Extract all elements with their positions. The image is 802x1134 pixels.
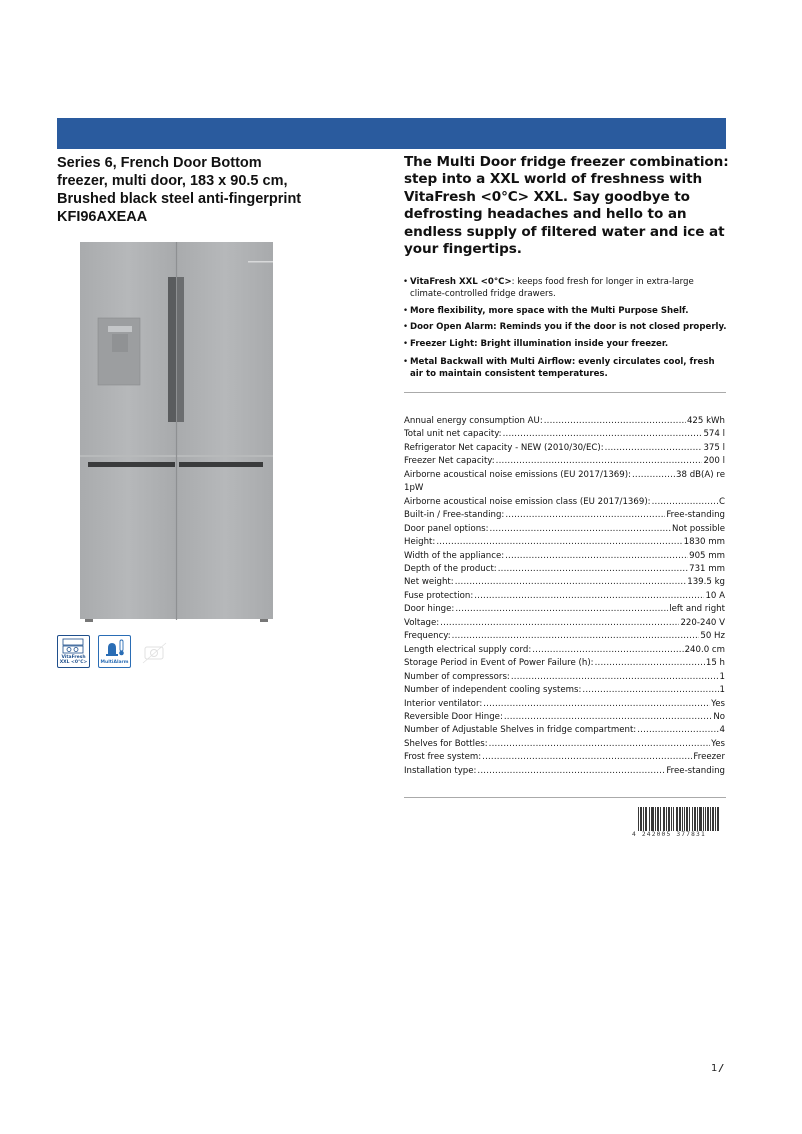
- page-separator: /: [719, 1063, 724, 1074]
- spec-value: left and right: [669, 604, 725, 615]
- spec-row: [404, 590, 725, 603]
- spec-value: 139.5 kg: [687, 577, 725, 588]
- feature-item: [404, 338, 729, 350]
- spec-value: 38 dB(A) re: [676, 469, 725, 480]
- feature-item: [404, 305, 729, 317]
- spec-row: [404, 576, 725, 589]
- feature-icons: [57, 635, 169, 668]
- spec-leader-dots: [440, 617, 679, 630]
- multialarm-icon: [98, 635, 131, 668]
- spec-label: Total unit net capacity:: [404, 429, 502, 440]
- spec-label: Reversible Door Hinge:: [404, 711, 503, 722]
- spec-label: Depth of the product:: [404, 563, 497, 574]
- spec-leader-dots: [483, 698, 710, 711]
- spec-value: 10 A: [705, 590, 725, 601]
- spec-row: [404, 536, 725, 549]
- spec-leader-dots: [637, 724, 718, 737]
- spec-value: 1: [719, 671, 725, 682]
- barcode-image: [638, 807, 720, 831]
- no-image-icon: [139, 637, 169, 667]
- spec-row: [404, 684, 725, 697]
- spec-leader-dots: [582, 684, 718, 697]
- spec-value: 200 l: [703, 456, 725, 467]
- spec-value: 4: [719, 725, 725, 736]
- feature-item: [404, 276, 729, 300]
- spec-leader-dots: [504, 711, 712, 724]
- feature-bold: VitaFresh XXL <0°C>: [410, 277, 512, 287]
- spec-leader-dots: [436, 536, 682, 549]
- feature-list: [404, 276, 729, 384]
- spec-row: [404, 724, 725, 737]
- spec-value: No: [713, 711, 725, 722]
- feature-bold: Metal Backwall with Multi Airflow: evenly circulates cool, fresh air to maintain consistent temperatures.: [410, 356, 715, 379]
- spec-label: Length electrical supply cord:: [404, 644, 532, 655]
- spec-row: [404, 509, 725, 522]
- spec-leader-dots: [505, 509, 665, 522]
- feature-bold: Freezer Light: Bright illumination inside your freezer.: [410, 338, 669, 349]
- spec-row: [404, 428, 725, 441]
- spec-row: [404, 698, 725, 711]
- spec-value: 731 mm: [689, 563, 725, 574]
- spec-label: Shelves for Bottles:: [404, 738, 488, 749]
- product-image: [80, 242, 273, 622]
- spec-label: Installation type:: [404, 765, 477, 776]
- headline-line: VitaFresh <0°C> XXL. Say goodbye to: [404, 188, 690, 205]
- divider: [404, 797, 726, 798]
- spec-leader-dots: [505, 550, 688, 563]
- spec-row: [404, 415, 725, 428]
- spec-label: Freezer Net capacity:: [404, 456, 495, 467]
- spec-leader-dots: [511, 671, 719, 684]
- spec-value: Not possible: [672, 523, 725, 534]
- headline: [404, 154, 729, 258]
- spec-label: Storage Period in Event of Power Failure (h):: [404, 658, 594, 669]
- spec-leader-dots: [544, 415, 686, 428]
- feature-item: [404, 321, 729, 333]
- spec-leader-dots: [455, 576, 687, 589]
- headline-line: step into a XXL world of freshness with: [404, 171, 703, 188]
- spec-leader-dots: [532, 644, 683, 657]
- spec-label: Door hinge:: [404, 604, 455, 615]
- spec-row: [404, 455, 725, 468]
- spec-value: Yes: [711, 698, 725, 709]
- spec-row: [404, 630, 725, 643]
- spec-row: [404, 550, 725, 563]
- spec-row: [404, 563, 725, 576]
- spec-row: [404, 523, 725, 536]
- spec-row: [404, 657, 725, 670]
- spec-value: Freezer: [693, 752, 725, 763]
- spec-label: Airborne acoustical noise emissions (EU 2017/1369):: [404, 469, 631, 480]
- spec-row: [404, 603, 725, 616]
- spec-label: Number of compressors:: [404, 671, 510, 682]
- feature-bold: More flexibility, more space with the Multi Purpose Shelf.: [410, 305, 689, 316]
- page-number-value: 1: [711, 1063, 718, 1074]
- product-title: [57, 154, 377, 226]
- spec-value: 1830 mm: [683, 537, 725, 548]
- spec-leader-dots: [455, 603, 668, 616]
- spec-label: Frequency:: [404, 631, 451, 642]
- spec-label: Frost free system:: [404, 752, 482, 763]
- spec-label: Voltage:: [404, 617, 440, 628]
- spec-row: [404, 671, 725, 684]
- divider: [404, 392, 726, 393]
- spec-row: [404, 765, 725, 778]
- spec-label: Width of the appliance:: [404, 550, 505, 561]
- spec-row: [404, 469, 725, 482]
- spec-leader-dots: [482, 751, 692, 764]
- vitafresh-icon-label: VitaFresh XXL <0°C>: [59, 655, 88, 665]
- spec-value: 574 l: [703, 429, 725, 440]
- feature-bold: Door Open Alarm: Reminds you if the door is not closed properly.: [410, 322, 727, 332]
- product-title-line: Brushed black steel anti-fingerprint: [57, 191, 302, 207]
- spec-leader-dots: [474, 590, 704, 603]
- multialarm-icon-label: MultiAlarm: [100, 660, 129, 665]
- spec-row: [404, 442, 725, 455]
- spec-value: 15 h: [705, 658, 725, 669]
- header-banner: [57, 118, 726, 149]
- spec-value: 220-240 V: [680, 617, 725, 628]
- page-number: [711, 1063, 723, 1074]
- spec-leader-dots: [595, 657, 705, 670]
- spec-value: C: [718, 496, 725, 507]
- spec-value-continuation: 1pW: [404, 483, 424, 494]
- spec-value: 375 l: [703, 442, 725, 453]
- product-title-line: freezer, multi door, 183 x 90.5 cm,: [57, 173, 288, 189]
- spec-leader-dots: [498, 563, 688, 576]
- spec-label: Number of independent cooling systems:: [404, 685, 582, 696]
- spec-value: 50 Hz: [700, 631, 725, 642]
- spec-row: [404, 617, 725, 630]
- feature-text: : keeps food fresh for longer in extra-large climate-controlled fridge drawers.: [410, 277, 694, 299]
- spec-label: Height:: [404, 537, 436, 548]
- feature-item: [404, 356, 729, 380]
- spec-leader-dots: [652, 496, 718, 509]
- spec-row: [404, 711, 725, 724]
- spec-label: Fuse protection:: [404, 590, 474, 601]
- spec-value: 1: [719, 685, 725, 696]
- spec-label: Net weight:: [404, 577, 454, 588]
- spec-leader-dots: [490, 523, 671, 536]
- spec-table: [404, 415, 725, 778]
- headline-line: The Multi Door fridge freezer combination:: [404, 154, 729, 170]
- spec-value: 425 kWh: [686, 416, 725, 426]
- spec-row: [404, 644, 725, 657]
- vitafresh-icon: [57, 635, 90, 668]
- spec-leader-dots: [489, 738, 710, 751]
- spec-leader-dots: [605, 442, 703, 455]
- spec-row: [404, 496, 725, 509]
- spec-label: Annual energy consumption AU:: [404, 416, 543, 426]
- spec-leader-dots: [452, 630, 700, 643]
- spec-label: Airborne acoustical noise emission class (EU 2017/1369):: [404, 496, 651, 507]
- spec-label: Built-in / Free-standing:: [404, 510, 505, 521]
- spec-value: 905 mm: [689, 550, 725, 561]
- headline-line: defrosting headaches and hello to an: [404, 206, 687, 223]
- spec-value: 240.0 cm: [684, 644, 725, 655]
- headline-line: endless supply of filtered water and ice at: [404, 223, 725, 240]
- spec-leader-dots: [503, 428, 703, 441]
- product-model-number: KFI96AXEAA: [57, 209, 148, 225]
- spec-label: Door panel options:: [404, 523, 489, 534]
- headline-line: your fingertips.: [404, 241, 522, 258]
- spec-leader-dots: [477, 765, 665, 778]
- spec-value: Yes: [711, 738, 725, 749]
- spec-leader-dots: [632, 469, 675, 482]
- spec-label: Number of Adjustable Shelves in fridge compartment:: [404, 725, 637, 736]
- spec-value: Free-standing: [666, 510, 725, 521]
- spec-row: [404, 751, 725, 764]
- spec-row: [404, 738, 725, 751]
- spec-value: Free-standing: [666, 765, 725, 776]
- spec-label: Interior ventilator:: [404, 698, 483, 709]
- spec-label: Refrigerator Net capacity - NEW (2010/30/EC):: [404, 442, 604, 453]
- product-title-line: Series 6, French Door Bottom: [57, 155, 262, 171]
- spec-leader-dots: [496, 455, 703, 468]
- barcode-number: 4 242005 377831: [632, 831, 706, 838]
